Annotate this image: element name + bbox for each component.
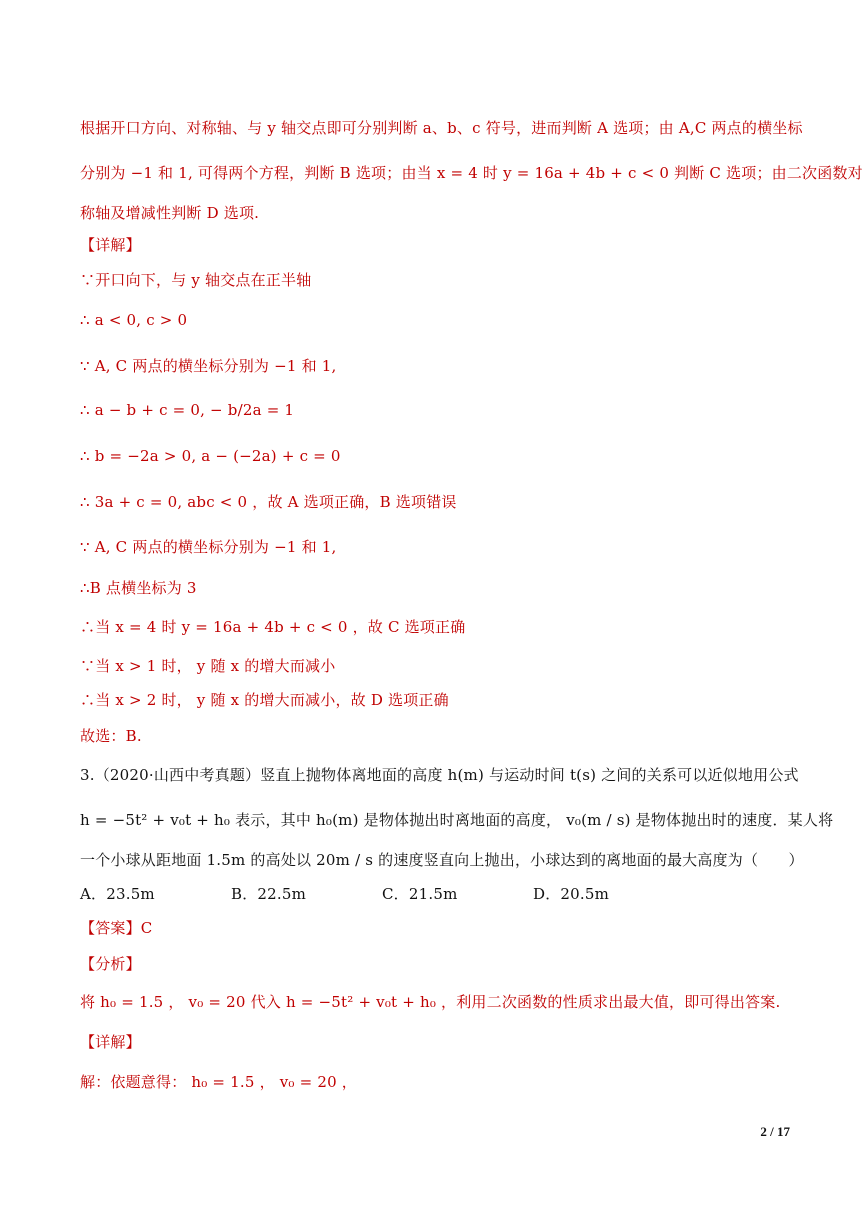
step-12: 故选：B. — [80, 727, 142, 745]
option-c: C．21.5m — [382, 885, 458, 903]
analysis-line-2: 分别为 −1 和 1, 可得两个方程，判断 B 选项；由当 x = 4 时 y = 16a + 4b + c < 0 判断 C 选项；由二次函数对 — [80, 164, 863, 182]
step-10: ∵当 x > 1 时， y 随 x 的增大而减小 — [80, 657, 336, 675]
step-9: ∴当 x = 4 时 y = 16a + 4b + c < 0 ，故 C 选项正确 — [80, 618, 466, 636]
option-a: A．23.5m — [80, 885, 155, 903]
analysis-line-1: 根据开口方向、对称轴、与 y 轴交点即可分别判断 a、b、c 符号，进而判断 A 选项；由 A,C 两点的横坐标 — [80, 119, 803, 137]
step-8: ∴B 点横坐标为 3 — [80, 579, 197, 597]
detail-header-2: 【详解】 — [80, 1033, 141, 1051]
step-2: ∴ a < 0, c > 0 — [80, 311, 188, 329]
step-4: ∴ a − b + c = 0, − b/2a = 1 — [80, 401, 295, 419]
analysis-header: 【分析】 — [80, 955, 141, 973]
question-line-2: h = −5t² + v₀t + h₀ 表示，其中 h₀(m) 是物体抛出时离地面的高度， v₀(m / s) 是物体抛出时的速度．某人将 — [80, 811, 834, 829]
option-b: B．22.5m — [231, 885, 307, 903]
detail-header: 【详解】 — [80, 236, 141, 254]
answer: 【答案】C — [80, 919, 153, 937]
page-number: 2 / 17 — [760, 1124, 790, 1139]
step-5: ∴ b = −2a > 0, a − (−2a) + c = 0 — [80, 447, 341, 465]
solution-line: 解：依题意得： h₀ = 1.5 ， v₀ = 20 ， — [80, 1073, 357, 1091]
step-11: ∴当 x > 2 时， y 随 x 的增大而减小，故 D 选项正确 — [80, 691, 449, 709]
question-line-1: 3.（2020·山西中考真题）竖直上抛物体离地面的高度 h(m) 与运动时间 t(s) 之间的关系可以近似地用公式 — [80, 766, 799, 784]
step-1: ∵开口向下，与 y 轴交点在正半轴 — [80, 271, 312, 289]
step-6: ∴ 3a + c = 0, abc < 0 ，故 A 选项正确，B 选项错误 — [80, 493, 457, 511]
step-7: ∵ A, C 两点的横坐标分别为 −1 和 1, — [80, 538, 337, 556]
step-3: ∵ A, C 两点的横坐标分别为 −1 和 1, — [80, 357, 337, 375]
question-line-3: 一个小球从距地面 1.5m 的高处以 20m / s 的速度竖直向上抛出，小球达到的离地面的最大高度为（ ） — [80, 851, 804, 869]
analysis-line-3: 称轴及增减性判断 D 选项. — [80, 204, 260, 222]
analysis-text-2: 将 h₀ = 1.5 ， v₀ = 20 代入 h = −5t² + v₀t + h₀ ，利用二次函数的性质求出最大值，即可得出答案. — [80, 993, 781, 1011]
option-d: D．20.5m — [533, 885, 610, 903]
